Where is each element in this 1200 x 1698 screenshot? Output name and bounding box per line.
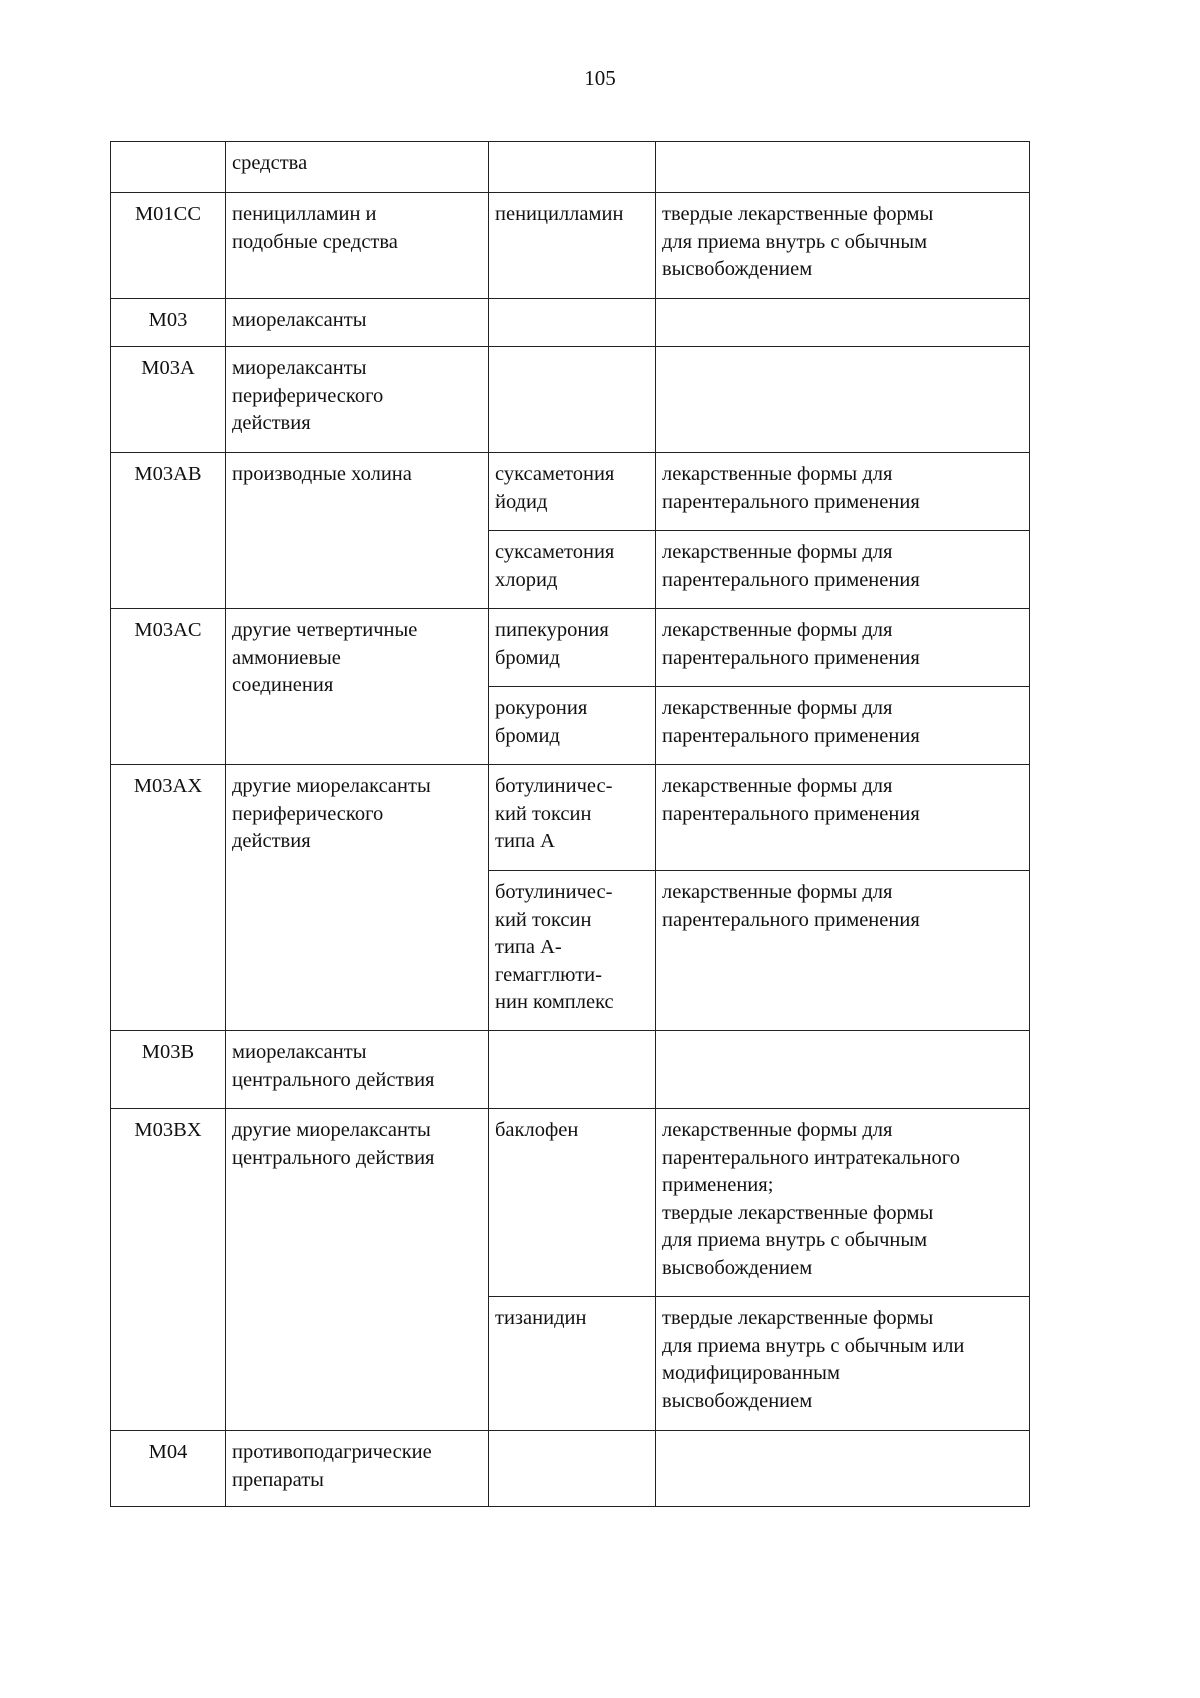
drug-name-cell: рокурония бромид (489, 687, 656, 765)
dosage-form-cell: лекарственные формы для парентерального применения (656, 871, 1030, 1031)
group-name-cell: средства (226, 142, 489, 193)
table-row (111, 142, 1030, 193)
atc-code-cell: M03AX (111, 765, 226, 1031)
drug-name-cell: ботулиничес- кий токсин типа А- гемагглюти- нин комплекс (489, 871, 656, 1031)
drug-name-cell: баклофен (489, 1109, 656, 1297)
atc-code-cell: M03AC (111, 609, 226, 765)
page-number: 105 (584, 66, 616, 90)
table-row (111, 347, 1030, 453)
atc-code-cell: M03BX (111, 1109, 226, 1431)
drug-name-cell (489, 142, 656, 193)
group-name-cell: миорелаксанты (226, 299, 489, 347)
table-row (111, 609, 1030, 687)
group-name-cell: противоподагрические препараты (226, 1431, 489, 1507)
dosage-form-cell (656, 1431, 1030, 1507)
drug-name-cell: ботулиничес- кий токсин типа А (489, 765, 656, 871)
atc-code-cell: M03A (111, 347, 226, 453)
drug-name-cell (489, 347, 656, 453)
atc-code-cell: M03B (111, 1031, 226, 1109)
atc-code-cell: M03 (111, 299, 226, 347)
table-row (111, 1431, 1030, 1507)
group-name-cell: другие миорелаксанты центрального действия (226, 1109, 489, 1431)
atc-code-cell (111, 142, 226, 193)
dosage-form-cell: лекарственные формы для парентерального интратекального применения; твердые лекарственные формы для приема внутрь с обычным высвобождением (656, 1109, 1030, 1297)
group-name-cell: другие миорелаксанты периферического действия (226, 765, 489, 1031)
table-row (111, 765, 1030, 871)
group-name-cell: производные холина (226, 453, 489, 609)
dosage-form-cell (656, 1031, 1030, 1109)
group-name-cell: миорелаксанты центрального действия (226, 1031, 489, 1109)
drug-name-cell: суксаметония йодид (489, 453, 656, 531)
atc-code-cell: M04 (111, 1431, 226, 1507)
atc-code-cell: M01CC (111, 193, 226, 299)
drug-name-cell: пипекурония бромид (489, 609, 656, 687)
drug-name-cell (489, 1431, 656, 1507)
group-name-cell: миорелаксанты периферического действия (226, 347, 489, 453)
dosage-form-cell: твердые лекарственные формы для приема внутрь с обычным или модифицированным высвобождением (656, 1297, 1030, 1431)
drug-name-cell (489, 1031, 656, 1109)
group-name-cell: другие четвертичные аммониевые соединения (226, 609, 489, 765)
dosage-form-cell: лекарственные формы для парентерального применения (656, 531, 1030, 609)
dosage-form-cell: лекарственные формы для парентерального применения (656, 687, 1030, 765)
table-row (111, 453, 1030, 531)
group-name-cell: пеницилламин и подобные средства (226, 193, 489, 299)
dosage-form-cell: лекарственные формы для парентерального применения (656, 453, 1030, 531)
dosage-form-cell (656, 347, 1030, 453)
dosage-form-cell: лекарственные формы для парентерального применения (656, 609, 1030, 687)
table-row (111, 1109, 1030, 1297)
dosage-form-cell: лекарственные формы для парентерального применения (656, 765, 1030, 871)
table-row (111, 193, 1030, 299)
drug-name-cell: пеницилламин (489, 193, 656, 299)
drug-classification-table (110, 141, 1030, 1507)
dosage-form-cell (656, 142, 1030, 193)
dosage-form-cell: твердые лекарственные формы для приема внутрь с обычным высвобождением (656, 193, 1030, 299)
drug-name-cell: тизанидин (489, 1297, 656, 1431)
table-row (111, 1031, 1030, 1109)
table-row (111, 299, 1030, 347)
drug-name-cell (489, 299, 656, 347)
drug-name-cell: суксаметония хлорид (489, 531, 656, 609)
atc-code-cell: M03AB (111, 453, 226, 609)
dosage-form-cell (656, 299, 1030, 347)
